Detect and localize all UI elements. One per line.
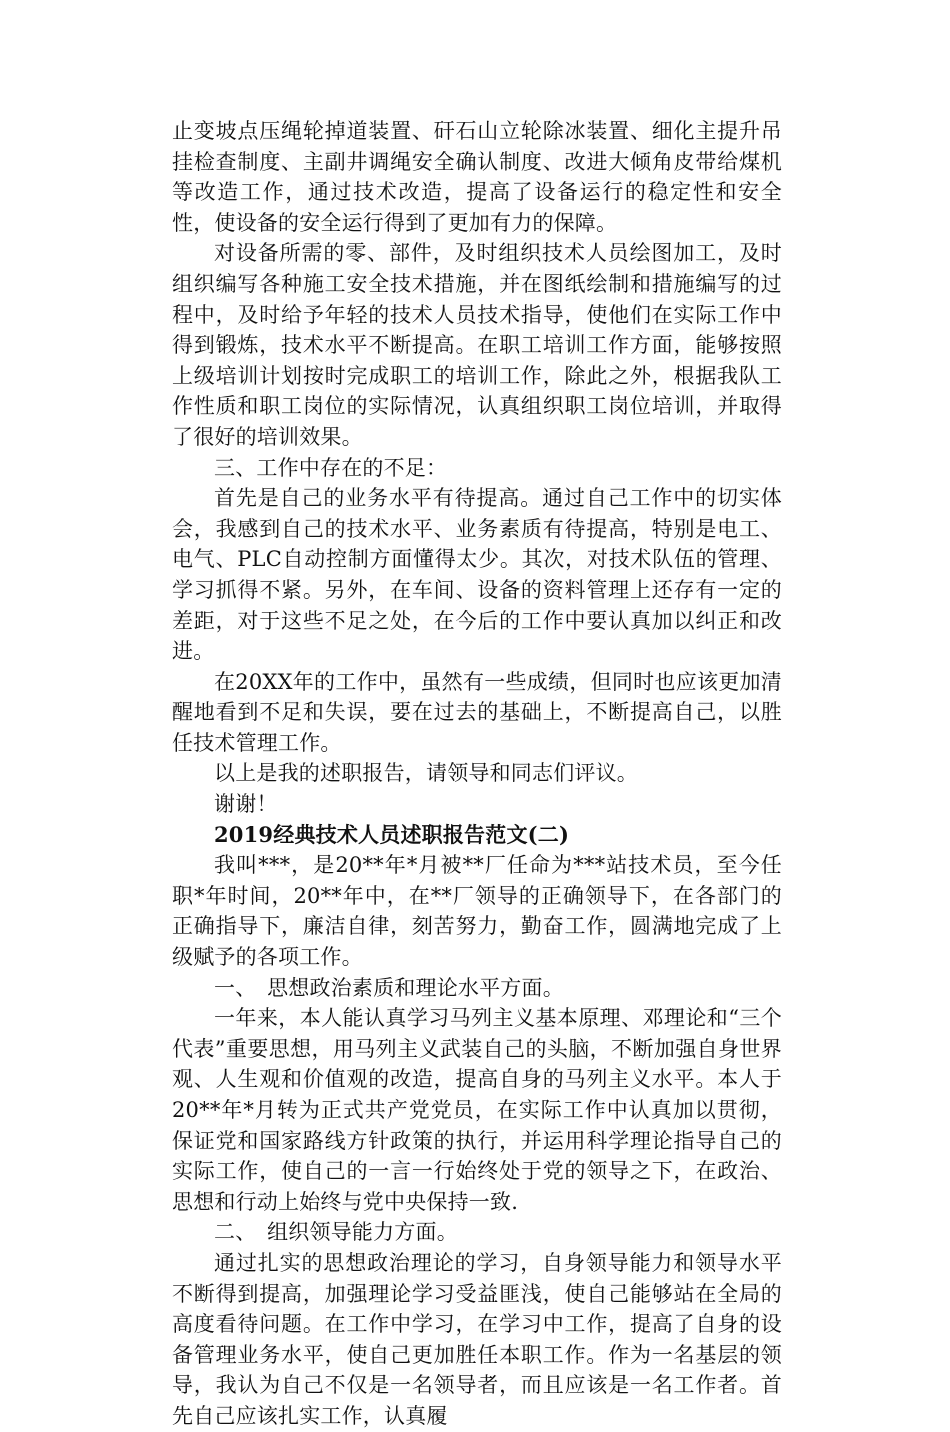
document-body	[172, 116, 782, 1432]
paragraph: 我叫***，是20**年*月被**厂任命为***站技术员，至今任职*年时间，20**年中，在**厂领导的正确领导下，在各部门的正确指导下，廉洁自律，刻苦努力，勤奋工作，圆满地完成了上级赋予的各项工作。	[172, 853, 782, 970]
paragraph-continued: 止变坡点压绳轮掉道装置、矸石山立轮除冰装置、细化主提升吊挂检查制度、主副井调绳安全确认制度、改进大倾角皮带给煤机等改造工作，通过技术改造，提高了设备运行的稳定性和安全性，使设备的安全运行得到了更加有力的保障。	[172, 119, 782, 235]
paragraph: 首先是自己的业务水平有待提高。通过自己工作中的切实体会，我感到自己的技术水平、业务素质有待提高，特别是电工、电气、PLC自动控制方面懂得太少。其次，对技术队伍的管理、学习抓得不紧。另外，在车间、设备的资料管理上还存有一定的差距，对于这些不足之处，在今后的工作中要认真加以纠正和改进。	[172, 486, 782, 664]
paragraph: 对设备所需的零、部件，及时组织技术人员绘图加工，及时组织编写各种施工安全技术措施，并在图纸绘制和措施编写的过程中，及时给予年轻的技术人员技术指导，使他们在实际工作中得到锻炼，技术水平不断提高。在职工培训工作方面，能够按照上级培训计划按时完成职工的培训工作，除此之外，根据我队工作性质和职工岗位的实际情况，认真组织职工岗位培训，并取得了很好的培训效果。	[172, 241, 782, 449]
paragraph: 通过扎实的思想政治理论的学习，自身领导能力和领导水平不断得到提高，加强理论学习受益匪浅，使自己能够站在全局的高度看待问题。在工作中学习，在学习中工作，提高了自身的设备管理业务水平，使自己更加胜任本职工作。作为一名基层的领导，我认为自己不仅是一名领导者，而且应该是一名工作者。首先自己应该扎实工作，认真履	[172, 1250, 782, 1428]
paragraph: 一年来，本人能认真学习马列主义基本原理、邓理论和“三个代表”重要思想，用马列主义武装自己的头脑，不断加强自身世界观、人生观和价值观的改造，提高自身的马列主义水平。本人于20**年*月转为正式共产党党员，在实际工作中认真加以贯彻，保证党和国家路线方针政策的执行，并运用科学理论指导自己的实际工作，使自己的一言一行始终处于党的领导之下，在政治、思想和行动上始终与党中央保持一致.	[172, 1006, 782, 1214]
section-heading: 二、 组织领导能力方面。	[214, 1220, 458, 1245]
section-heading: 三、工作中存在的不足：	[214, 455, 448, 480]
paragraph: 谢谢！	[214, 792, 278, 817]
paragraph: 在20XX年的工作中，虽然有一些成绩，但同时也应该更加清醒地看到不足和失误，要在过去的基础上，不断提高自己，以胜任技术管理工作。	[172, 669, 782, 755]
section-heading: 一、 思想政治素质和理论水平方面。	[214, 975, 564, 1000]
document-title: 2019经典技术人员述职报告范文(二)	[214, 821, 570, 847]
paragraph: 以上是我的述职报告，请领导和同志们评议。	[214, 761, 638, 786]
